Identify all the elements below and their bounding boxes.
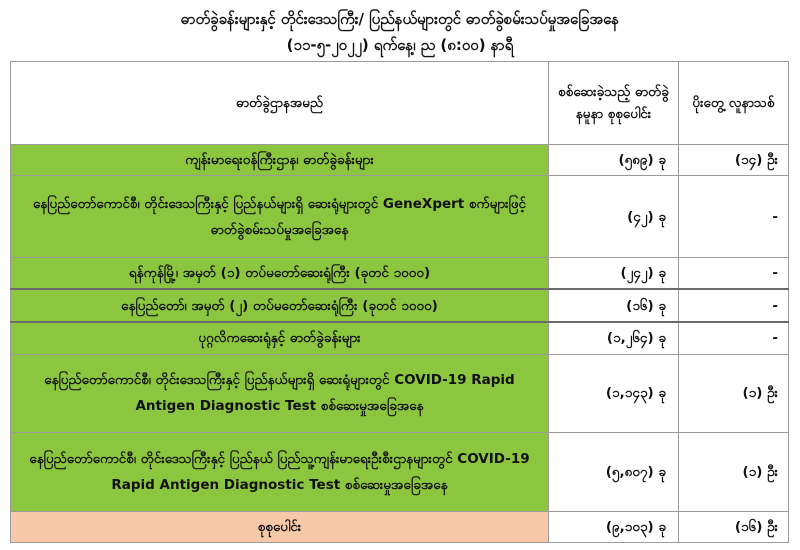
total-label-cell: စုစုပေါင်း: [11, 511, 549, 542]
lab-name-cell: နေပြည်တော်ကောင်စီ၊ တိုင်းဒေသကြီးနှင့် ပြည်နယ် ပြည်သူ့ကျန်းမာရေးဦးစီးဌာနများတွင် COVID-19 Rapid Antigen Diagnostic Test စစ်ဆေးမှုအခြေအနေ: [11, 432, 549, 511]
lab-name-cell: ကျန်းမာရေးဝန်ကြီးဌာန၊ ဓာတ်ခွဲခန်းများ: [11, 145, 549, 176]
lab-name-cell: နေပြည်တော်ကောင်စီ၊ တိုင်းဒေသကြီးနှင့် ပြည်နယ်များရှိ ဆေးရုံများတွင် GeneXpert စက်များဖြင့် ဓာတ်ခွဲစမ်းသပ်မှုအခြေအနေ: [11, 176, 549, 258]
positive-cell: -: [679, 258, 789, 290]
tested-cell: (၅၈၉) ခု: [549, 145, 679, 176]
positive-cell: (၁၄) ဦး: [679, 145, 789, 176]
positive-cell: (၁) ဦး: [679, 354, 789, 432]
total-row: [11, 511, 789, 542]
header-tested-total: စစ်ဆေးခဲ့သည့် ဓာတ်ခွဲနမူနာ စုစုပေါင်း: [549, 62, 679, 145]
lab-name-cell: နေပြည်တော်ကောင်စီ၊ တိုင်းဒေသကြီးနှင့် ပြည်နယ်များရှိ ဆေးရုံများတွင် COVID-19 Rapid Antigen Diagnostic Test စစ်ဆေးမှုအခြေအနေ: [11, 354, 549, 432]
tested-cell: (၁၆) ခု: [549, 289, 679, 322]
positive-cell: (၁) ဦး: [679, 432, 789, 511]
table-row: [11, 354, 789, 432]
tested-cell: (၂၄၂) ခု: [549, 258, 679, 290]
table-row: [11, 432, 789, 511]
table-row: [11, 322, 789, 354]
tested-cell: (၅,၈၀၇) ခု: [549, 432, 679, 511]
header-new-positive: ပိုးတွေ့ လူနာသစ်: [679, 62, 789, 145]
lab-name-cell: ပုဂ္ဂလိကဆေးရုံနှင့် ဓာတ်ခွဲခန်းများ: [11, 322, 549, 354]
report-title-line2: (၁၁-၅-၂၀၂၂) ရက်နေ့၊ ည (၈:၀၀) နာရီ: [286, 36, 514, 54]
total-positive-cell: (၁၆) ဦး: [679, 511, 789, 542]
table-header-row: [11, 62, 789, 145]
table-row: [11, 145, 789, 176]
tested-cell: (၁,၁၄၃) ခု: [549, 354, 679, 432]
positive-cell: -: [679, 289, 789, 322]
table-row: [11, 289, 789, 322]
lab-name-cell: ရန်ကုန်မြို့၊ အမှတ် (၁) တပ်မတော်ဆေးရုံကြီး (ခုတင် ၁၀၀၀): [11, 258, 549, 290]
testing-status-table: [10, 61, 789, 543]
report-title: [0, 0, 800, 60]
positive-cell: -: [679, 322, 789, 354]
table-row: [11, 258, 789, 290]
table-row: [11, 176, 789, 258]
positive-cell: -: [679, 176, 789, 258]
total-tested-cell: (၉,၁၀၃) ခု: [549, 511, 679, 542]
header-lab-name: ဓာတ်ခွဲဌာနအမည်: [11, 62, 549, 145]
tested-cell: (၄၂) ခု: [549, 176, 679, 258]
report-title-line1: ဓာတ်ခွဲခန်းများနှင့် တိုင်းဒေသကြီး/ ပြည်နယ်များတွင် ဓာတ်ခွဲစမ်းသပ်မှုအခြေအနေ: [180, 10, 620, 28]
tested-cell: (၁,၂၆၄) ခု: [549, 322, 679, 354]
lab-name-cell: နေပြည်တော်၊ အမှတ် (၂) တပ်မတော်ဆေးရုံကြီး (ခုတင် ၁၀၀၀): [11, 289, 549, 322]
